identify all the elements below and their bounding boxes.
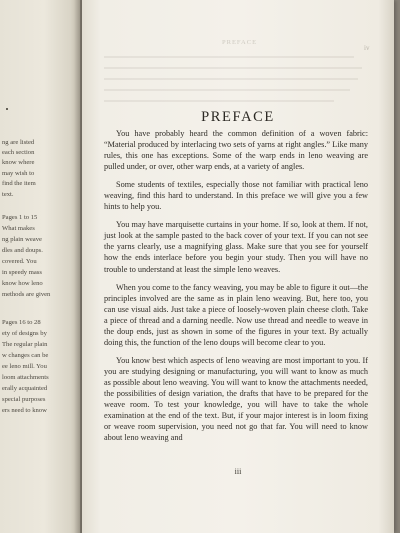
left-page-line: ers need to know — [2, 407, 47, 414]
left-page-line: may wish to — [2, 170, 35, 177]
paragraph: When you come to the fancy weaving, you may be able to figure it out—the principles involved are the same as in plain leno weaving. But, here too, you can use visual aids. Just take a piece of loosely-woven plain cheese cloth. Take a piece of thread and a darning needle. Now use thread and needle to weave in the doup ends, just as shown in some of the figures in your text. By actually doing this, the function of the leno doups will become clear to you. — [104, 282, 368, 347]
left-page-line: find the item — [2, 180, 36, 187]
left-page-line: methods are given — [2, 291, 51, 298]
left-page-line: text. — [2, 191, 14, 198]
left-page-line: special purposes — [2, 396, 46, 403]
left-page-line: The regular plain — [2, 341, 48, 348]
left-page-line: ng plain weave — [2, 236, 42, 243]
left-page-line: each section — [2, 149, 35, 156]
left-page-line: in speedy mass — [2, 269, 42, 276]
show-through-line — [104, 67, 362, 69]
left-page-line: Pages 16 to 28 — [2, 319, 41, 326]
left-page-line: ee leno mill. You — [2, 363, 47, 370]
show-through-header: PREFACE — [222, 39, 258, 46]
show-through-line — [104, 100, 334, 102]
left-page-line: ng are listed — [2, 139, 35, 146]
show-through-line — [104, 78, 358, 80]
left-page — [0, 0, 80, 533]
right-page — [82, 0, 394, 533]
paragraph: You know best which aspects of leno weaving are most important to you. If you are studying designing or manufacturing, you will want to know as much as possible about leno weaving. You will want to know the attachments needed, the possibilities of design variation, the drafts that have to be prepared for the weave room. To test your knowledge, you will have to take the whole examination at the end of the text. But, if your major interest is in loom fixing or weave room supervision, you need not go that far. You will need to know about leno weaving and — [104, 355, 368, 443]
page-title: PREFACE — [201, 108, 275, 125]
page-number: iii — [234, 467, 242, 476]
show-through-page-number: iv — [364, 44, 370, 52]
show-through-line — [104, 89, 350, 91]
left-page-line: w changes can be — [2, 352, 49, 359]
left-page-line: know how leno — [2, 280, 43, 287]
show-through-line — [104, 56, 354, 58]
left-page-line: Pages 1 to 15 — [2, 214, 38, 221]
bullet-mark — [6, 108, 8, 110]
left-page-line: erally acquainted — [2, 385, 48, 392]
left-page-line: covered. You — [2, 258, 37, 265]
paragraph: You have probably heard the common definition of a woven fabric: “Material produced by interlacing two sets of yarns at right angles.” Like many rules, this one has exceptions. Some of the warp ends in leno weaving are pulled under, or over, other warp ends, at a variety of angles. — [104, 129, 368, 172]
paragraph: You may have marquisette curtains in your home. If so, look at them. If not, just look at the sample pasted to the back cover of your text. If you can not see the yarns clearly, use a magnifying glass. Make sure that you see for yourself how the ends interlace before you begin your study. Then you will have no trouble to understand at least the simple leno weaves. — [104, 220, 368, 274]
left-page-line: dles and doups. — [2, 247, 43, 254]
left-page-line: know where — [2, 159, 35, 166]
left-page-line: What makes — [2, 225, 35, 232]
left-page-line: ety of designs by — [2, 330, 47, 337]
paragraph: Some students of textiles, especially those not familiar with practical leno weaving, find this hard to understand. In this preface we will give you a few hints to help you. — [104, 180, 368, 212]
left-page-line: loom attachments — [2, 374, 49, 381]
preface-body — [104, 128, 368, 450]
